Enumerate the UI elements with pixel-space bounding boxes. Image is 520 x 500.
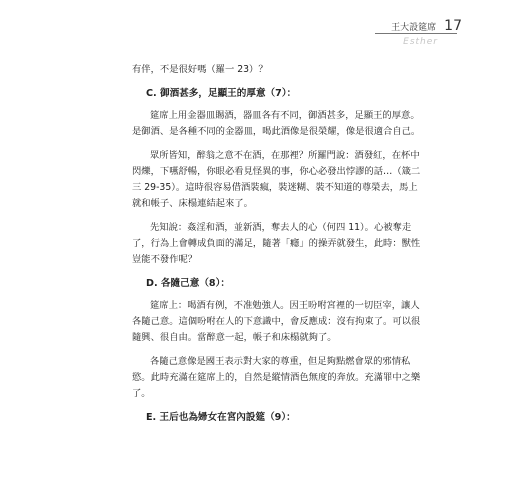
section-heading-d: D. 各隨己意（8）： bbox=[146, 278, 230, 289]
page-body bbox=[132, 62, 424, 426]
section-heading-c: C. 御酒甚多，足顯王的厚意（7）： bbox=[146, 88, 297, 99]
paragraph: 各隨己意像是國王表示對大家的尊重，但足夠點燃會眾的邪情私慾。此時充滿在筵席上的，自然是縱情酒色無度的奔放。充滿罪中之樂了。 bbox=[132, 356, 421, 399]
header-divider bbox=[375, 33, 457, 34]
paragraph: 筵席上用金器皿賜酒，器皿各有不同，御酒甚多，足顯王的厚意。是御酒、是各種不同的金器皿，喝此酒像是很榮耀，像是很適合自己。 bbox=[132, 110, 421, 137]
book-subtitle: Esther bbox=[403, 37, 438, 47]
section-heading-e: E. 王后也為婦女在宮內設筵（9）： bbox=[146, 412, 296, 423]
page-number: 17 bbox=[444, 18, 462, 34]
running-header bbox=[391, 18, 462, 34]
continuation-line: 有伴，不是很好嗎（羅一 23）？ bbox=[132, 64, 268, 75]
paragraph: 先知說：姦淫和酒，並新酒，奪去人的心（何四 11）。心被奪走了，行為上會轉成負面的滿足，隨著「癮」的操弄就發生，此時：獸性豈能不發作呢？ bbox=[132, 222, 421, 265]
paragraph: 筵席上：喝酒有例，不准勉強人。因王吩咐宮裡的一切臣宰，讓人各隨己意。這個吩咐在人的下意識中，會反應成：沒有拘束了。可以很隨興、很自由。當醉意一起，帳子和床榻就夠了。 bbox=[132, 300, 421, 343]
book-title: 王大設筵席 bbox=[391, 23, 437, 33]
paragraph: 眾所皆知，醉翁之意不在酒，在那裡？所羅門說：酒發紅，在杯中閃爍，下嚥舒暢，你眼必看見怪異的事，你心必發出悖謬的話…（箴二三 29-35）。這時很容易借酒裝瘋，裝迷糊、裝不知道的尊榮去，馬上就和帳子、床榻連結起來了。 bbox=[132, 150, 421, 209]
